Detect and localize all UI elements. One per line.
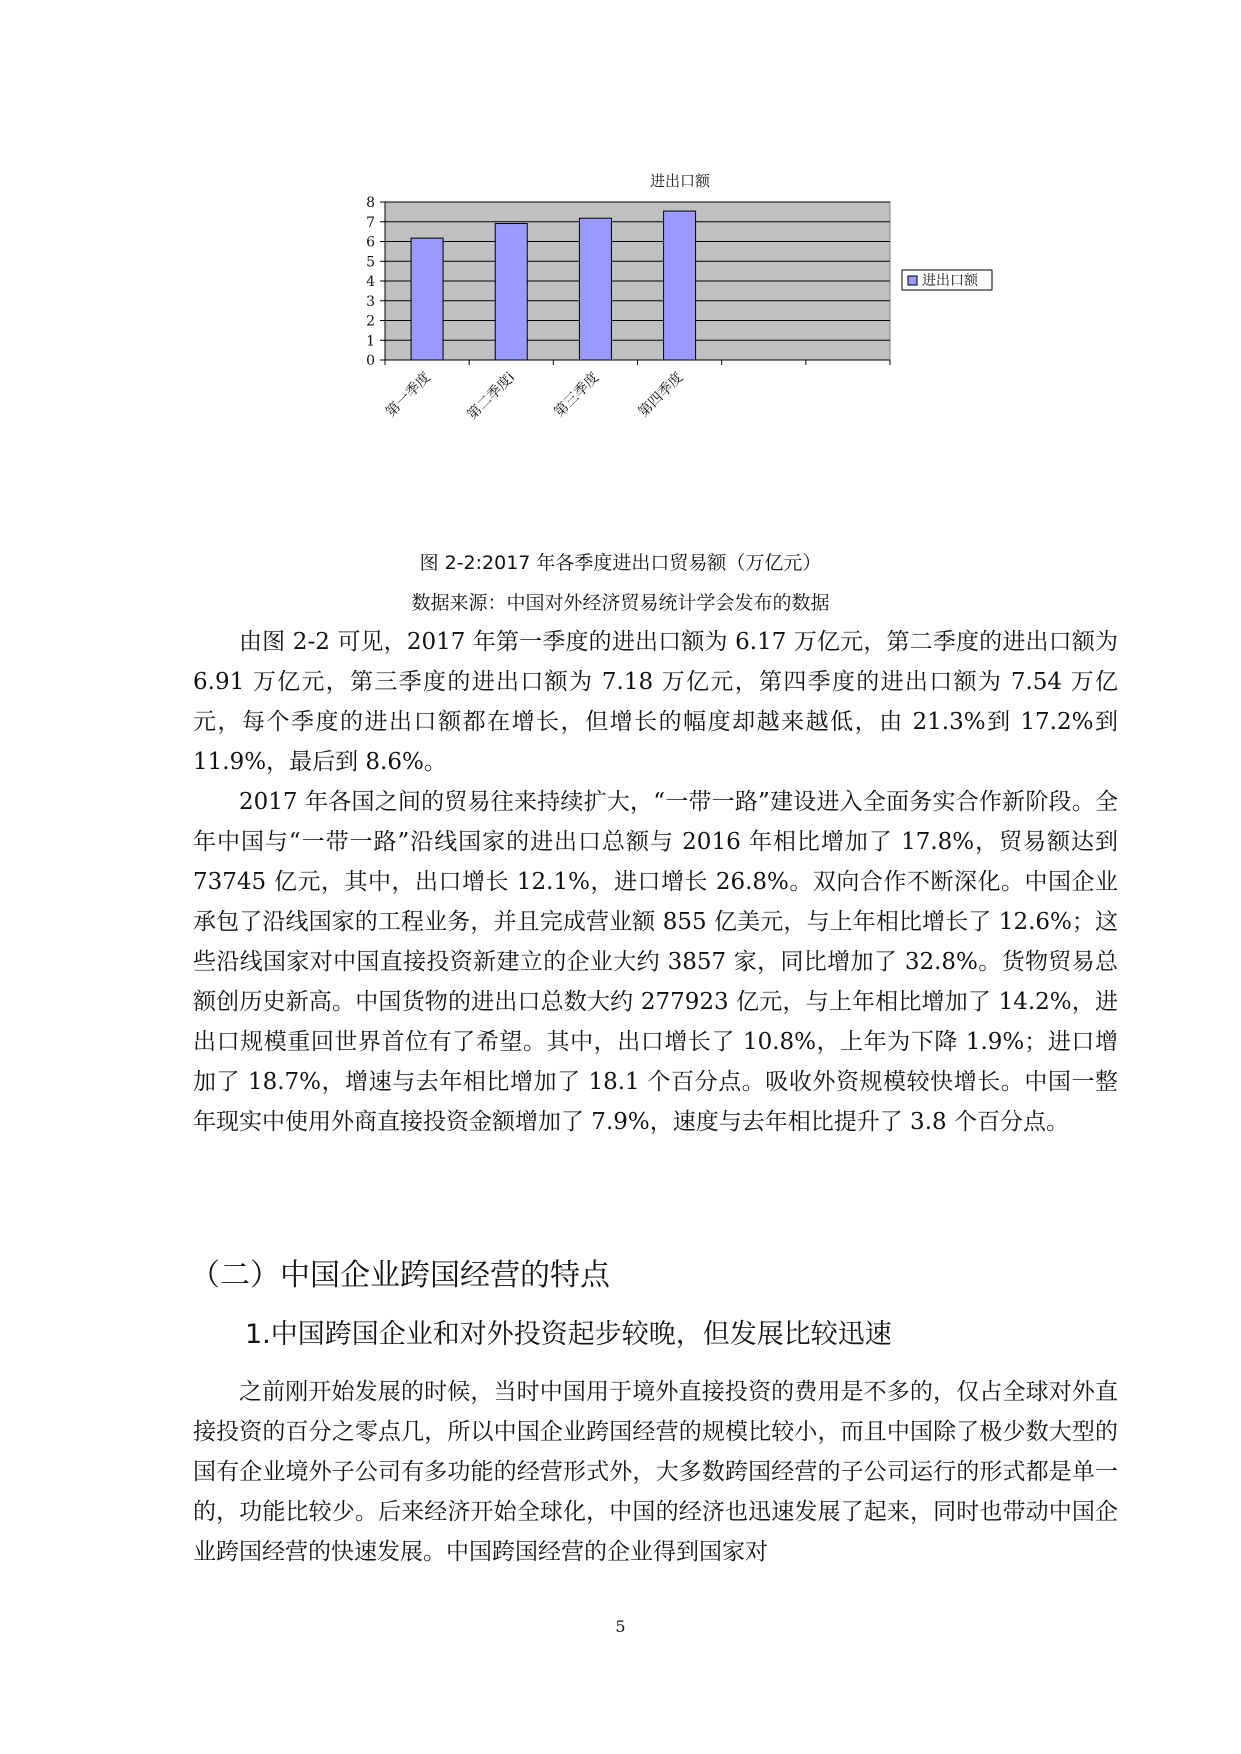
y-tick-label: 1	[366, 333, 375, 350]
section-heading: （二）中国企业跨国经营的特点	[190, 1258, 610, 1293]
y-tick-label: 2	[366, 313, 375, 330]
figure-caption: 图 2-2:2017 年各季度进出口贸易额（万亿元）	[419, 552, 822, 574]
x-tick-label: 第三季度	[551, 369, 603, 421]
body-text-upper	[193, 622, 1118, 1142]
y-tick-label: 3	[366, 293, 375, 310]
y-tick-label: 4	[366, 274, 375, 290]
legend	[902, 270, 992, 290]
x-tick-label: 第四季度	[635, 369, 687, 421]
y-tick-label: 8	[366, 195, 375, 211]
figure-source: 数据来源：中国对外经济贸易统计学会发布的数据	[411, 592, 830, 614]
bar-chart	[340, 160, 1040, 490]
body-text-lower	[193, 1372, 1118, 1572]
x-tick-label: 第一季度	[383, 369, 434, 421]
legend-label: 进出口额	[922, 273, 978, 289]
bar-4	[664, 211, 696, 360]
x-tick-label: 第二季度i	[464, 369, 519, 424]
bar-2	[495, 224, 527, 360]
bar-3	[579, 218, 611, 360]
paragraph-1: 由图 2-2 可见，2017 年第一季度的进出口额为 6.17 万亿元，第二季度的进出口额为 6.91 万亿元，第三季度的进出口额为 7.18 万亿元，第四季度的进出口额为 7.54 万亿元，每个季度的进出口额都在增长，但增长的幅度却越来越低，由 21.3%到 17.2%到 11.9%，最后到 8.6%。	[193, 629, 1118, 775]
y-tick-label: 5	[366, 254, 375, 271]
y-tick-label: 6	[366, 234, 375, 251]
y-tick-label: 7	[366, 214, 375, 231]
page-number: 5	[615, 1617, 626, 1636]
chart-title: 进出口额	[649, 172, 711, 190]
plot-area	[366, 195, 890, 423]
bar-1	[411, 238, 443, 360]
subsection-heading: 1.中国跨国企业和对外投资起步较晚，但发展比较迅速	[245, 1319, 892, 1350]
legend-swatch	[908, 276, 917, 285]
y-tick-label: 0	[366, 353, 375, 369]
paragraph-2: 2017 年各国之间的贸易往来持续扩大，“一带一路”建设进入全面务实合作新阶段。全年中国与“一带一路”沿线国家的进出口总额与 2016 年相比增加了 17.8%，贸易额达到 73745 亿元，其中，出口增长 12.1%，进口增长 26.8%。双向合作不断深化。中国企业承包了沿线国家的工程业务，并且完成营业额 855 亿美元，与上年相比增长了 12.6%；这些沿线国家对中国直接投资新建立的企业大约 3857 家，同比增加了 32.8%。货物贸易总额创历史新高。中国货物的进出口总数大约 277923 亿元，与上年相比增加了 14.2%，进出口规模重回世界首位有了希望。其中，出口增长了 10.8%，上年为下降 1.9%；进口增加了 18.7%，增速与去年相比增加了 18.1 个百分点。吸收外资规模较快增长。中国一整年现实中使用外商直接投资金额增加了 7.9%，速度与去年相比提升了 3.8 个百分点。	[193, 789, 1118, 1135]
paragraph-3: 之前刚开始发展的时候，当时中国用于境外直接投资的费用是不多的，仅占全球对外直接投资的百分之零点几，所以中国企业跨国经营的规模比较小，而且中国除了极少数大型的国有企业境外子公司有多功能的经营形式外，大多数跨国经营的子公司运行的形式都是单一的，功能比较少。后来经济开始全球化，中国的经济也迅速发展了起来，同时也带动中国企业跨国经营的快速发展。中国跨国经营的企业得到国家对	[193, 1379, 1118, 1565]
